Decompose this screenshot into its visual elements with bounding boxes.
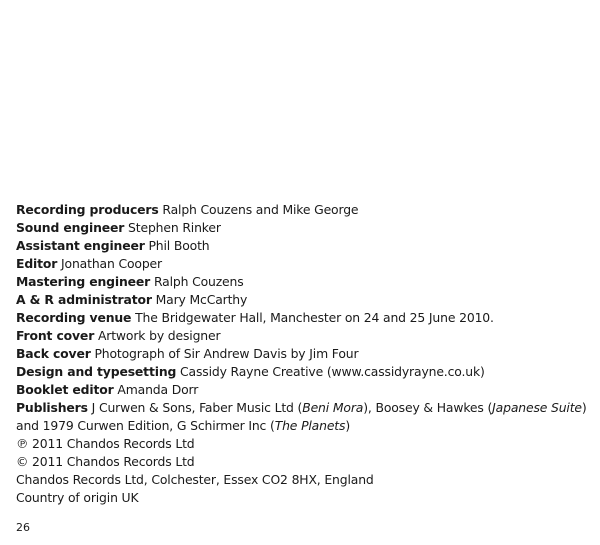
credit-value: Amanda Dorr: [117, 382, 199, 397]
country-of-origin-line: Country of origin UK: [16, 490, 139, 505]
credit-value: Jonathan Cooper: [61, 256, 162, 271]
credit-value: Ralph Couzens and Mike George: [162, 202, 359, 217]
credit-editor: [16, 255, 594, 273]
credit-value: The Bridgewater Hall, Manchester on 24 and 25 June 2010.: [135, 310, 494, 325]
credit-label: Front cover: [16, 328, 95, 343]
credit-booklet-editor: [16, 381, 594, 399]
credit-back-cover: [16, 345, 594, 363]
work-title: The Planets: [274, 418, 346, 433]
credit-recording-producers: [16, 201, 594, 219]
credit-assistant-engineer: [16, 237, 594, 255]
publishers-text: J Curwen & Sons, Faber Music Ltd (: [91, 400, 303, 415]
credit-label: Sound engineer: [16, 220, 125, 235]
credit-value: Artwork by designer: [97, 328, 221, 343]
credit-value: Phil Booth: [148, 238, 210, 253]
work-title: Japanese Suite: [492, 400, 582, 415]
credit-value: Cassidy Rayne Creative (www.cassidyrayne.co.uk): [180, 364, 485, 379]
credit-ar-administrator: [16, 291, 594, 309]
credit-value: Ralph Couzens: [153, 274, 244, 289]
credit-label: Recording producers: [16, 202, 159, 217]
credits-block: [16, 201, 594, 507]
credit-label: Booklet editor: [16, 382, 114, 397]
credit-publishers: [16, 399, 594, 435]
credit-label: Editor: [16, 256, 58, 271]
credit-value: Stephen Rinker: [128, 220, 221, 235]
credit-front-cover: [16, 327, 594, 345]
publishers-text: ), Boosey & Hawkes (: [363, 400, 493, 415]
credit-recording-venue: [16, 309, 594, 327]
phonographic-copyright-line: ℗ 2011 Chandos Records Ltd: [16, 436, 195, 451]
credit-value: Photograph of Sir Andrew Davis by Jim Four: [94, 346, 359, 361]
credit-label: Mastering engineer: [16, 274, 151, 289]
publishers-text: ): [345, 418, 351, 433]
credit-mastering-engineer: [16, 273, 594, 291]
address-line: Chandos Records Ltd, Colchester, Essex CO2 8HX, England: [16, 472, 374, 487]
work-title: Beni Mora: [302, 400, 364, 415]
page-number: 26: [16, 521, 30, 534]
credit-label: Back cover: [16, 346, 91, 361]
credit-value: Mary McCarthy: [155, 292, 248, 307]
credit-design-typesetting: [16, 363, 594, 381]
credit-label: Recording venue: [16, 310, 132, 325]
copyright-line: © 2011 Chandos Records Ltd: [16, 454, 195, 469]
credit-label: A & R administrator: [16, 292, 152, 307]
publishers-text: ) and 1979 Curwen Edition, G Schirmer Inc (: [16, 400, 587, 433]
credit-sound-engineer: [16, 219, 594, 237]
credit-label: Assistant engineer: [16, 238, 145, 253]
credit-label: Design and typesetting: [16, 364, 177, 379]
credit-label: Publishers: [16, 400, 88, 415]
